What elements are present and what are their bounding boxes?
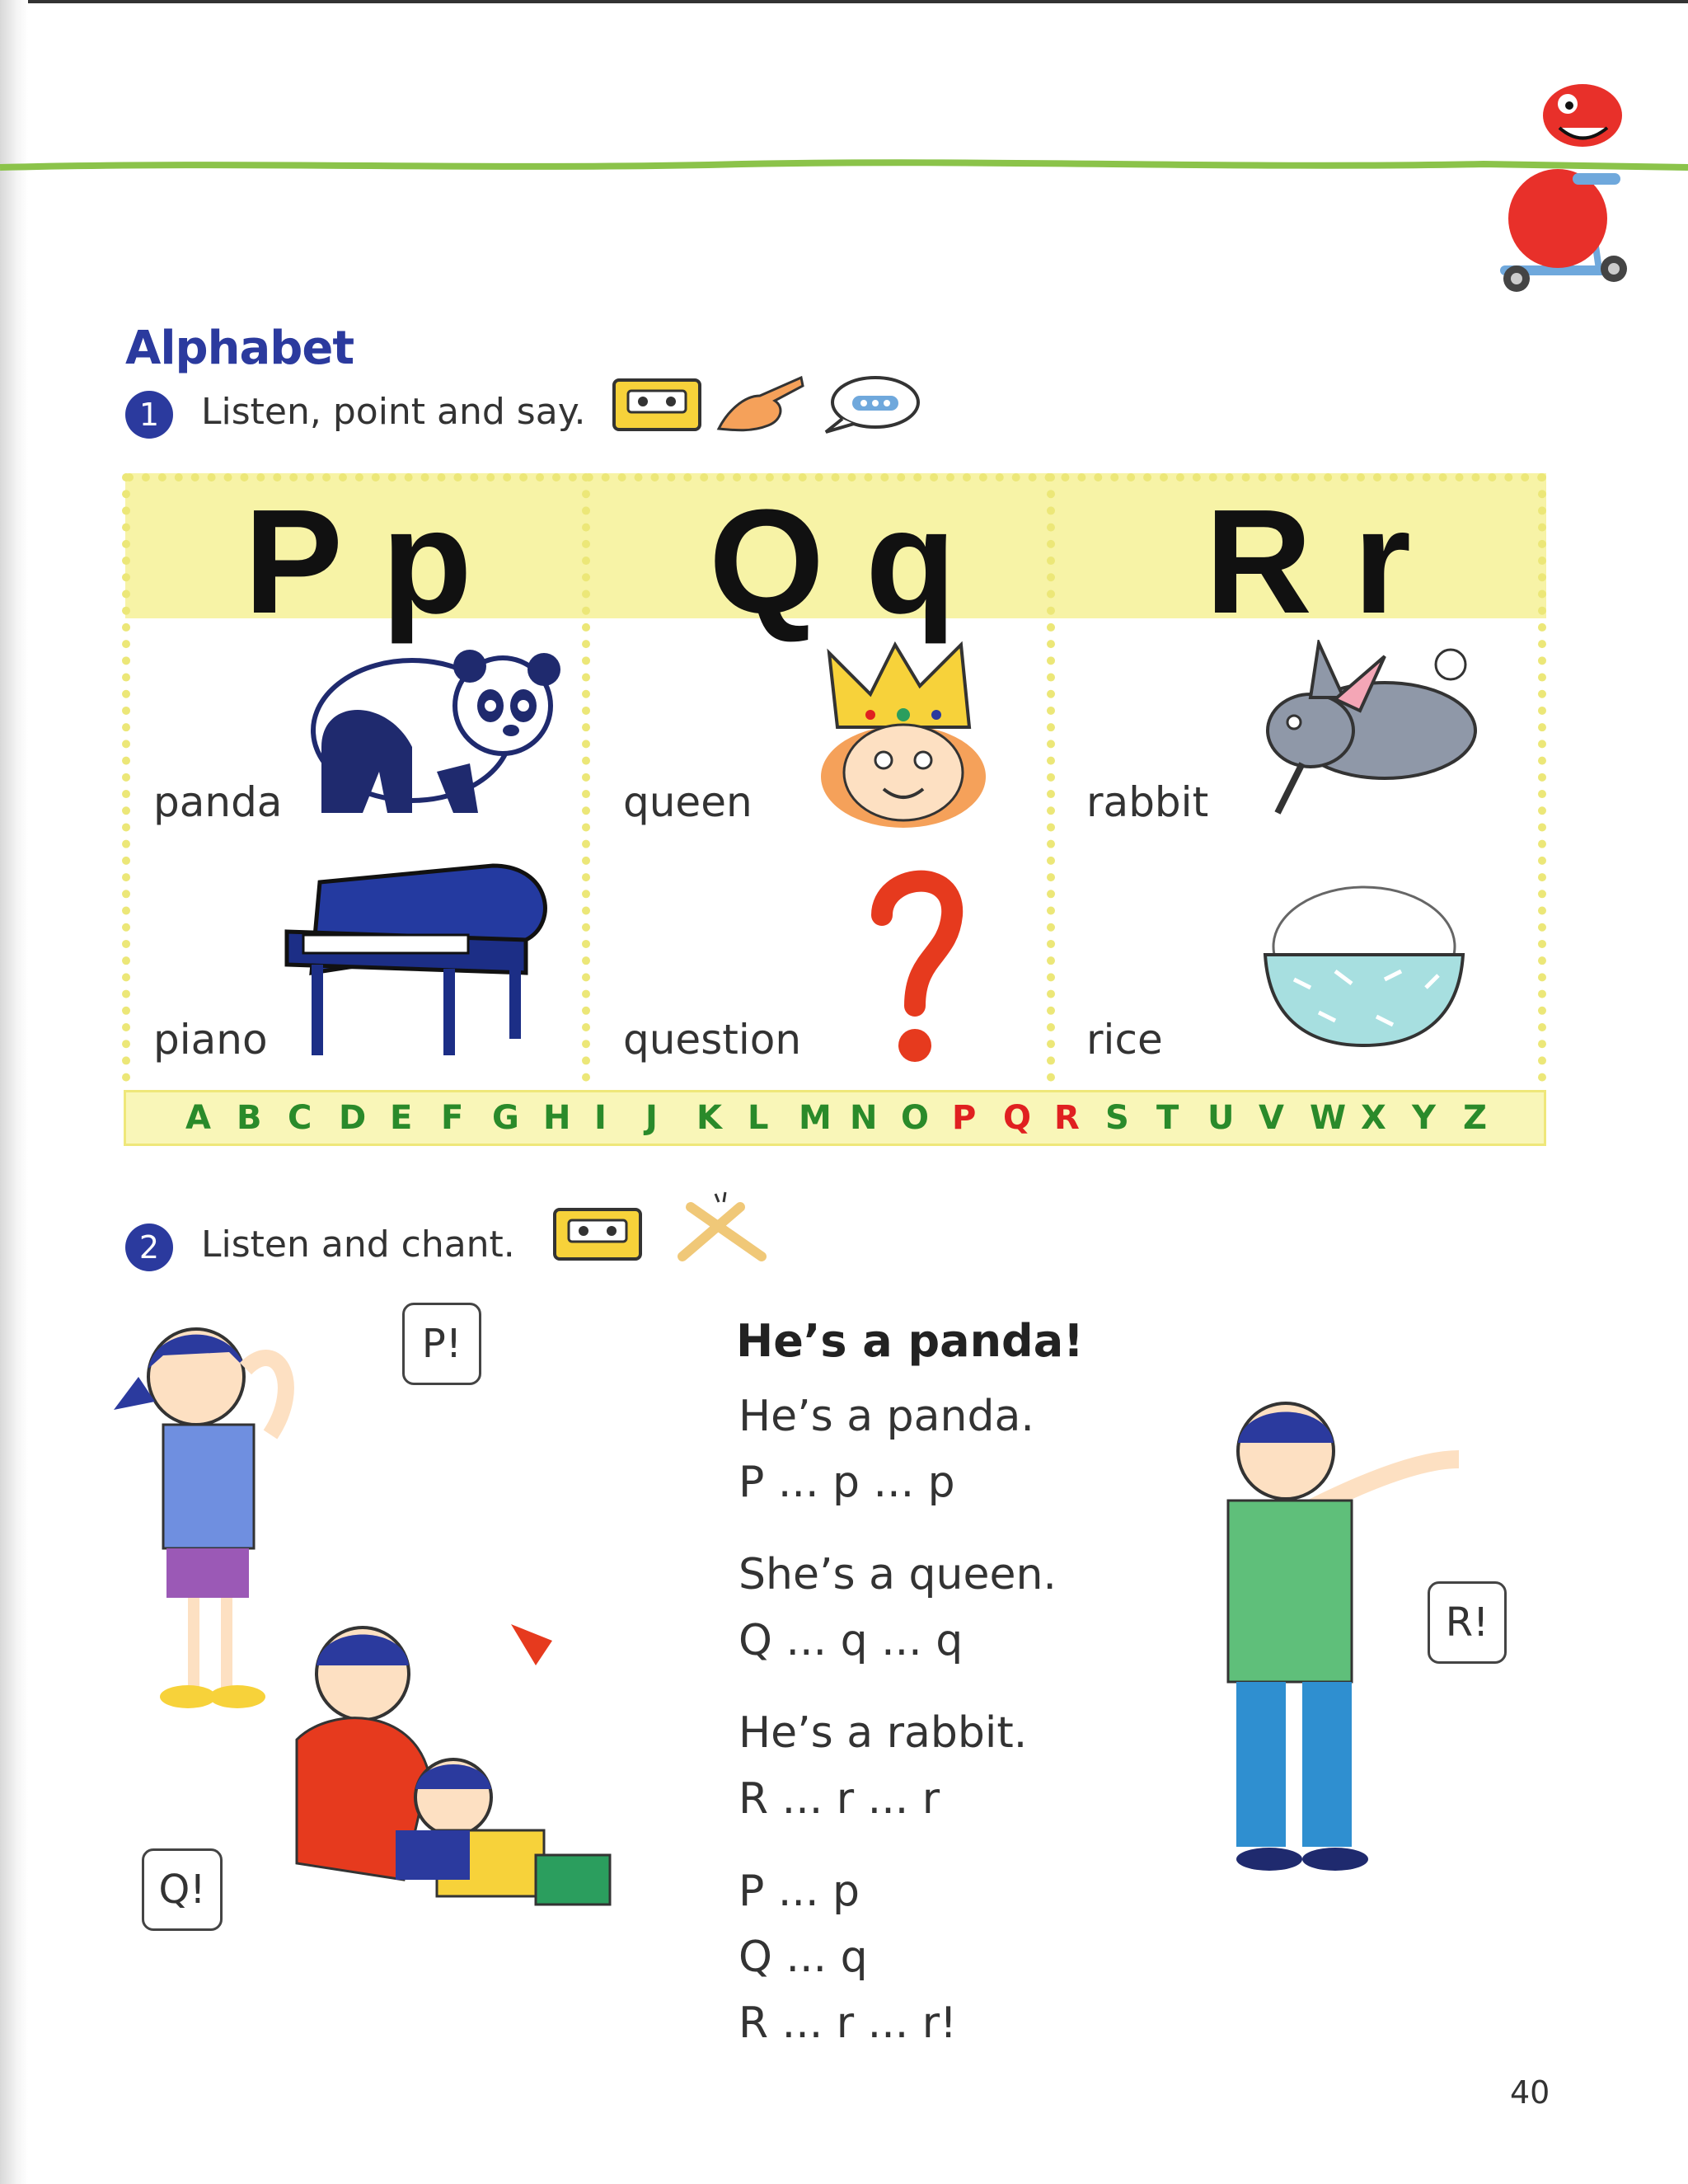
alphabet-letter-p: P [952,1099,977,1137]
alphabet-letter-b: B [237,1099,262,1137]
alphabet-letter-c: C [288,1099,312,1137]
word-question: question [623,1016,802,1064]
alphabet-letter-y: Y [1412,1099,1436,1137]
alphabet-letter-z: Z [1463,1099,1488,1137]
word-queen: queen [623,778,753,826]
chant-line: P ... p [738,1867,860,1916]
alphabet-letter-f: F [441,1099,464,1137]
alphabet-letter-u: U [1207,1099,1235,1137]
alphabet-letter-k: K [696,1099,722,1137]
alphabet-letter-e: E [390,1099,413,1137]
letter-rr: R r [1205,479,1412,645]
word-rabbit: rabbit [1086,778,1209,826]
alphabet-letter-g: G [492,1099,519,1137]
alphabet-letter-l: L [748,1099,769,1137]
speech-bubble-r: R! [1428,1581,1507,1664]
boys-characters [264,1616,668,1979]
alphabet-letter-q: Q [1003,1099,1032,1137]
exercise-instruction: Listen and chant. [201,1224,515,1266]
cassette-icon[interactable] [552,1207,643,1261]
page-number: 40 [1510,2074,1550,2111]
alphabet-letter-v: V [1259,1099,1284,1137]
chant-line: Q ... q [738,1933,868,1982]
grid-divider [582,473,590,1082]
speech-bubble-p: P! [402,1303,481,1385]
speech-bubble-q: Q! [142,1848,223,1931]
exercise-number: 2 [125,1224,173,1271]
book-spine [0,0,28,2184]
grid-divider [122,473,130,1082]
panda-picture [288,648,565,821]
chant-line: She’s a queen. [738,1550,1057,1599]
chant-sticks-icon [674,1191,770,1265]
alphabet-letter-s: S [1105,1099,1129,1137]
piano-picture [279,849,559,1072]
alphabet-letter-a: A [185,1099,211,1137]
word-piano: piano [153,1016,268,1064]
alphabet-letter-t: T [1156,1099,1179,1137]
letter-qq: Q q [709,479,956,645]
alphabet-letter-n: N [850,1099,878,1137]
letter-pp: P p [244,479,472,645]
alphabet-letter-o: O [901,1099,930,1137]
chant-line: Q ... q ... q [738,1616,964,1665]
rabbit-picture [1253,640,1492,826]
chant-line: He’s a rabbit. [738,1708,1028,1758]
dragon-mascot [1467,82,1640,297]
rice-bowl-picture [1261,881,1467,1064]
chant-line: P ... p ... p [738,1458,955,1507]
alphabet-letter-j: J [645,1099,658,1137]
alphabet-letter-m: M [799,1099,832,1137]
alphabet-letter-r: R [1054,1099,1080,1137]
alphabet-letter-h: H [543,1099,571,1137]
alphabet-strip [124,1090,1546,1146]
alphabet-letter-d: D [339,1099,367,1137]
alphabet-letter-x: X [1361,1099,1386,1137]
word-panda: panda [153,778,283,826]
question-mark-picture [865,866,964,1069]
speech-bubble-icon [821,374,921,437]
top-edge [0,0,1688,3]
cassette-icon[interactable] [612,378,702,432]
word-rice: rice [1086,1016,1163,1064]
exercise-number: 1 [125,391,173,439]
grid-divider [1047,473,1055,1082]
alphabet-letter-w: W [1310,1099,1347,1137]
green-rule [0,153,1688,177]
chant-line: R ... r ... r! [738,1998,958,2048]
pointing-hand-icon [710,371,809,437]
section-title: Alphabet [125,322,354,375]
grid-divider [1538,473,1546,1082]
chant-line: R ... r ... r [738,1774,940,1824]
exercise-instruction: Listen, point and say. [201,391,586,433]
chant-line: He’s a panda. [738,1392,1034,1441]
alphabet-letter-i: I [594,1099,607,1137]
queen-picture [821,636,1002,834]
chant-title: He’s a panda! [736,1315,1084,1367]
